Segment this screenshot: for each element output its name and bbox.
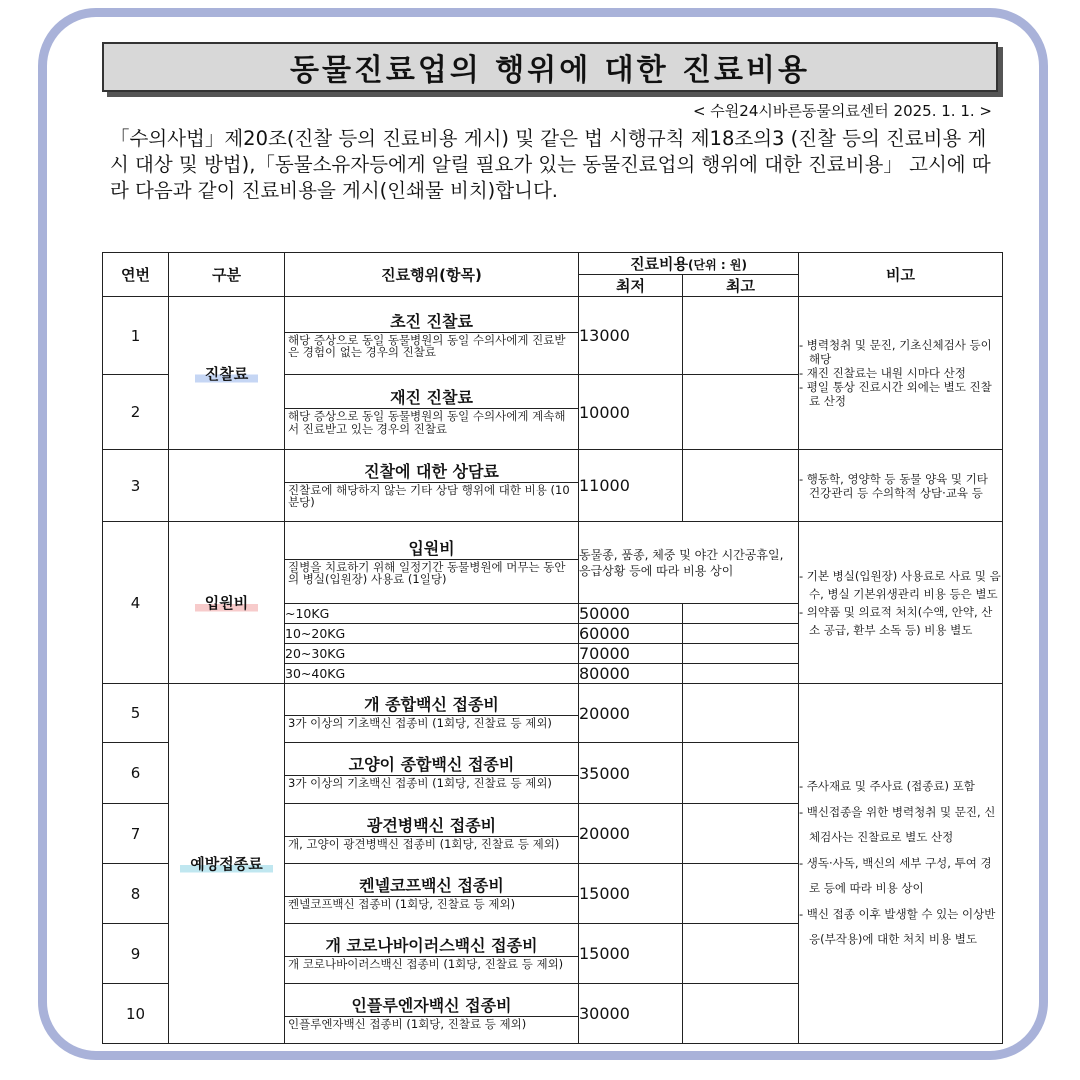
price-max	[683, 984, 799, 1044]
weight-label: 10~20KG	[285, 624, 579, 644]
price-max	[683, 924, 799, 984]
price-min: 10000	[579, 375, 683, 450]
category-label: 입원비	[195, 590, 258, 615]
note-line: - 주사재료 및 주사료 (접종료) 포함	[799, 779, 975, 794]
item-title: 초진 진찰료	[285, 312, 578, 333]
table-row	[103, 684, 1003, 743]
item-desc: 개, 고양이 광견병백신 접종비 (1회당, 진찰료 등 제외)	[288, 836, 560, 851]
item-desc: 해당 증상으로 동일 동물병원의 동일 수의사에게 진료받은 경험이 없는 경우의 진찰료	[288, 332, 566, 359]
price-min: 15000	[579, 864, 683, 924]
header-no: 연번	[103, 253, 169, 297]
table-row	[103, 522, 1003, 604]
note-line: - 재진 진찰료는 내원 시마다 산정	[799, 366, 966, 380]
item-title: 광견병백신 접종비	[285, 816, 578, 837]
note-line: - 행동학, 영양학 등 동물 양육 및 기타 건강관리 등 수의학적 상담·교육 등	[799, 471, 988, 500]
header-cost-unit: (단위 : 원)	[688, 258, 747, 272]
document-subtitle: < 수원24시바른동물의료센터 2025. 1. 1. >	[692, 102, 992, 120]
price-max	[683, 450, 799, 522]
note-hosp	[799, 522, 1003, 684]
price-max	[683, 297, 799, 375]
note-line: - 의약품 및 의료적 처치(수액, 안약, 산소 공급, 환부 소독 등) 비용 별도	[799, 604, 993, 637]
price-min: 20000	[579, 684, 683, 743]
item-cell	[285, 984, 579, 1044]
fee-table	[102, 252, 1003, 1044]
item-cell	[285, 684, 579, 743]
price-max	[683, 684, 799, 743]
item-title: 입원비	[285, 539, 578, 560]
item-desc: 질병을 치료하기 위해 일정기간 동물병원에 머무는 동안의 병실(입원장) 사용료 (1일당)	[288, 559, 566, 586]
price-min: 20000	[579, 804, 683, 864]
category-vacc	[169, 684, 285, 1044]
row-no: 10	[103, 984, 169, 1044]
item-title: 켄넬코프백신 접종비	[285, 876, 578, 897]
row-no: 2	[103, 375, 169, 450]
weight-label: 30~40KG	[285, 664, 579, 684]
item-title: 개 종합백신 접종비	[285, 695, 578, 716]
header-min: 최저	[579, 275, 683, 297]
header-note: 비고	[799, 253, 1003, 297]
header-max: 최고	[683, 275, 799, 297]
item-desc: 3가 이상의 기초백신 접종비 (1회당, 진찰료 등 제외)	[288, 776, 552, 791]
table-row	[103, 297, 1003, 375]
header-cost-label: 진료비용	[630, 255, 689, 273]
note-line: - 백신 접종 이후 발생할 수 있는 이상반응(부작용)에 대한 처치 비용 별도	[799, 906, 996, 947]
category-label: 진찰료	[195, 361, 258, 386]
row-no: 5	[103, 684, 169, 743]
price-min: 15000	[579, 924, 683, 984]
header-category: 구분	[169, 253, 285, 297]
header-item: 진료행위(항목)	[285, 253, 579, 297]
header-cost	[579, 253, 799, 275]
weight-price: 60000	[579, 624, 683, 644]
item-desc: 켄넬코프백신 접종비 (1회당, 진찰료 등 제외)	[288, 896, 516, 911]
item-desc: 3가 이상의 기초백신 접종비 (1회당, 진찰료 등 제외)	[288, 716, 552, 731]
weight-max	[683, 624, 799, 644]
intro-paragraph: 「수의사법」제20조(진찰 등의 진료비용 게시) 및 같은 법 시행규칙 제18조의3 (진찰 등의 진료비용 게시 대상 및 방법),「동물소유자등에게 알릴 필요가 있는 동물진료업의 행위에 대한 진료비용」 고시에 따라 다음과 같이 진료비용을 게시(인쇄물 비치)합니다.	[110, 127, 991, 202]
price-min: 11000	[579, 450, 683, 522]
item-cell	[285, 522, 579, 604]
weight-price: 80000	[579, 664, 683, 684]
table-row	[103, 450, 1003, 522]
item-cell	[285, 924, 579, 984]
note-vacc	[799, 684, 1003, 1044]
price-max	[683, 864, 799, 924]
weight-max	[683, 604, 799, 624]
category-hosp	[169, 522, 285, 684]
item-cell	[285, 375, 579, 450]
row-no: 6	[103, 743, 169, 804]
weight-label: ~10KG	[285, 604, 579, 624]
category-blank	[169, 450, 285, 522]
item-cell	[285, 297, 579, 375]
item-title: 고양이 종합백신 접종비	[285, 755, 578, 776]
item-desc: 해당 증상으로 동일 동물병원의 동일 수의사에게 계속해서 진료받고 있는 경우의 진찰료	[288, 409, 566, 436]
item-cell	[285, 864, 579, 924]
price-max	[683, 743, 799, 804]
row-no: 7	[103, 804, 169, 864]
price-min: 13000	[579, 297, 683, 375]
item-desc: 진찰료에 해당하지 않는 기타 상담 행위에 대한 비용 (10분당)	[288, 482, 570, 509]
item-title: 개 코로나바이러스백신 접종비	[285, 936, 578, 957]
weight-max	[683, 664, 799, 684]
row-no: 1	[103, 297, 169, 375]
row-no: 3	[103, 450, 169, 522]
item-cell	[285, 743, 579, 804]
item-title: 재진 진찰료	[285, 388, 578, 409]
price-min: 30000	[579, 984, 683, 1044]
item-cell	[285, 804, 579, 864]
price-max	[683, 804, 799, 864]
note-line: - 기본 병실(입원장) 사용료로 사료 및 음수, 병실 기본위생관리 비용 등은 별도	[799, 568, 1001, 601]
note-consult	[799, 450, 1003, 522]
document-title: 동물진료업의 행위에 대한 진료비용	[102, 42, 998, 92]
weight-max	[683, 644, 799, 664]
note-line: - 평일 통상 진료시간 외에는 별도 진찰료 산정	[799, 380, 992, 408]
row-no: 9	[103, 924, 169, 984]
note-line: - 백신접종을 위한 병력청취 및 문진, 신체검사는 진찰료로 별도 산정	[799, 804, 996, 845]
item-cell	[285, 450, 579, 522]
weight-price: 70000	[579, 644, 683, 664]
weight-label: 20~30KG	[285, 644, 579, 664]
note-line: - 생독·사독, 백신의 세부 구성, 투여 경로 등에 따라 비용 상이	[799, 855, 992, 896]
price-variance: 동물종, 품종, 체중 및 야간 시간공휴일, 응급상황 등에 따라 비용 상이	[579, 522, 799, 604]
row-no: 4	[103, 522, 169, 684]
category-exam	[169, 297, 285, 450]
note-line: - 병력청취 및 문진, 기초신체검사 등이 해당	[799, 338, 992, 366]
row-no: 8	[103, 864, 169, 924]
price-max	[683, 375, 799, 450]
item-desc: 인플루엔자백신 접종비 (1회당, 진찰료 등 제외)	[288, 1016, 527, 1031]
price-min: 35000	[579, 743, 683, 804]
item-desc: 개 코로나바이러스백신 접종비 (1회당, 진찰료 등 제외)	[288, 956, 564, 971]
note-exam	[799, 297, 1003, 450]
item-title: 진찰에 대한 상담료	[285, 462, 578, 483]
weight-price: 50000	[579, 604, 683, 624]
category-label: 예방접종료	[180, 851, 272, 876]
item-title: 인플루엔자백신 접종비	[285, 996, 578, 1017]
